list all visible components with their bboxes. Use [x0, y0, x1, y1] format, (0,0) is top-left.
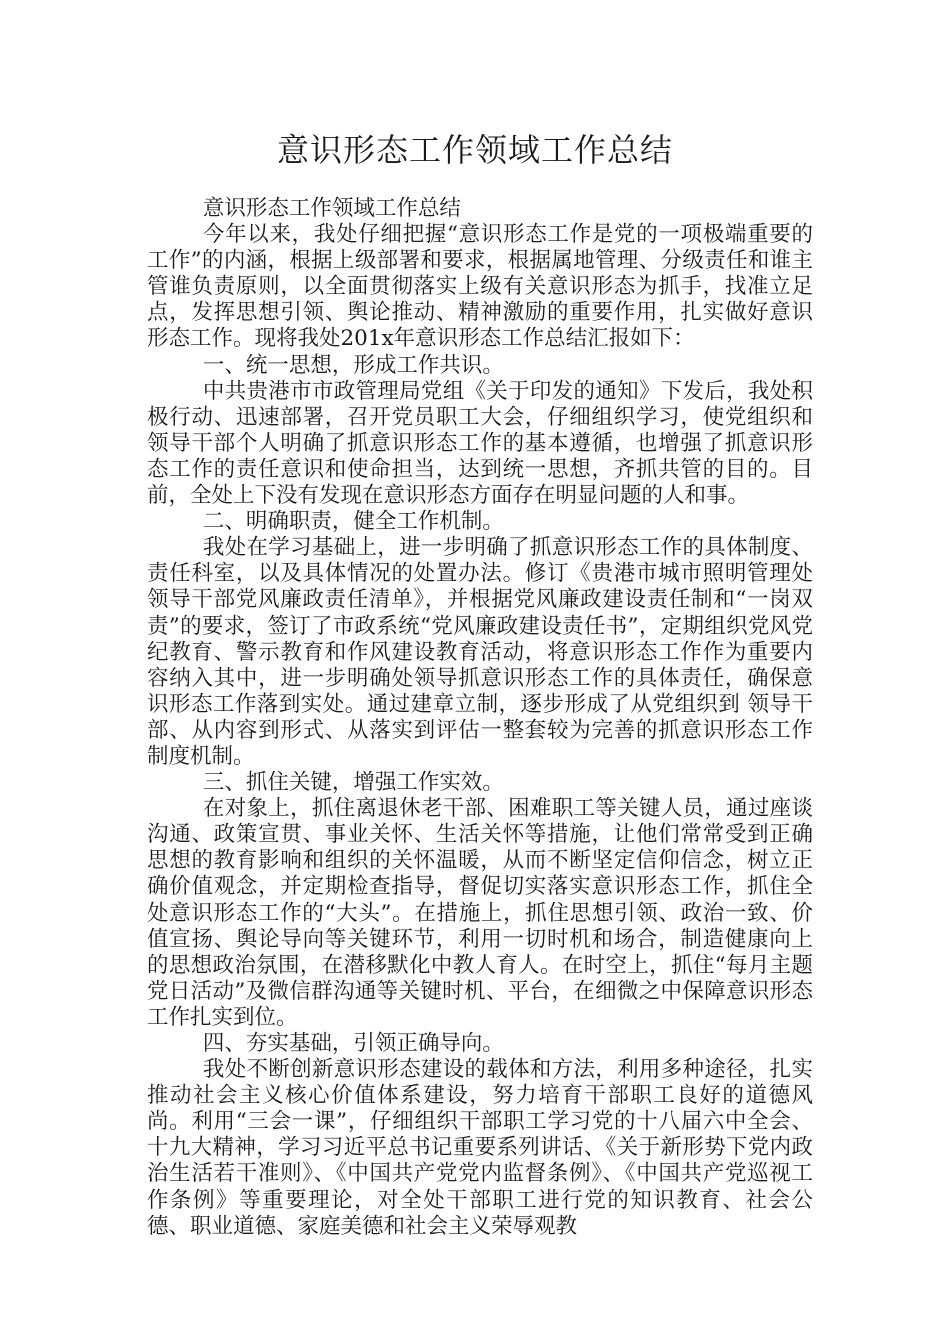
section-heading-3: 三、抓住关键，增强工作实效。	[202, 770, 504, 796]
section-heading-4: 四、夯实基础，引领正确导向。	[202, 1031, 504, 1056]
document-title: 意识形态工作领域工作总结	[276, 131, 673, 169]
section-3-paragraph: 在对象上，抓住离退休老干部、困难职工等关键人员，通过座谈沟通、政策宣贯、事业关怀、生活关怀等措施，让他们常常受到正确思想的教育影响和组织的关怀温暖，从而不断坚定信仰信念，树立正确价值观念，并定期检查指导，督促切实落实意识形态工作，抓住全处意识形态工作的“大头”。在措施上，抓住思想引领、政治一致、价值宣扬、舆论导向等关键环节，利用一切时机和场合，制造健康向上的思想政治氛围，在潜移默化中教人育人。在时空上，抓住“每月主题党日活动”及微信群沟通等关键时机、平台，在细微之中保障意识形态工作扎实到位。	[147, 796, 813, 1030]
intro-paragraph: 今年以来，我处仔细把握“意识形态工作是党的一项极端重要的工作”的内涵，根据上级部署和要求，根据属地管理、分级责任和谁主管谁负责原则，以全面贯彻落实上级有关意识形态为抓手，找准立足点，发挥思想引领、舆论推动、精神激励的重要作用，扎实做好意识形态工作。现将我处201x年意识形态工作总结汇报如下：	[147, 222, 813, 352]
section-heading-1: 一、统一思想，形成工作共识。	[202, 352, 504, 378]
subtitle-paragraph: 意识形态工作领域工作总结	[202, 196, 461, 221]
section-2-paragraph: 我处在学习基础上，进一步明确了抓意识形态工作的具体制度、责任科室，以及具体情况的处置办法。修订《贵港市城市照明管理处领导干部党风廉政责任清单》，并根据党风廉政建设责任制和“一岗双责”的要求，签订了市政系统“党风廉政建设责任书”，定期组织党风党纪教育、警示教育和作风建设教育活动，将意识形态工作作为重要内容纳入其中，进一步明确处领导抓意识形态工作的具体责任，确保意识形态工作落到实处。通过建章立制，逐步形成了从党组织到 领导干部、从内容到形式、从落实到评估一整套较为完善的抓意识形态工作制度机制。	[147, 535, 813, 769]
section-4-paragraph: 我处不断创新意识形态建设的载体和方法，利用多种途径，扎实推动社会主义核心价值体系建设，努力培育干部职工良好的道德风尚。利用“三会一课”，仔细组织干部职工学习党的十八届六中全会、十九大精神，学习习近平总书记重要系列讲话、《关于新形势下党内政治生活若干准则》、《中国共产党党内监督条例》、《中国共产党巡视工作条例》等重要理论，对全处干部职工进行党的知识教育、社会公德、职业道德、家庭美德和社会主义荣辱观教	[147, 1057, 813, 1239]
section-heading-2: 二、明确职责，健全工作机制。	[202, 509, 504, 535]
document-body	[147, 196, 813, 1240]
section-1-paragraph: 中共贵港市市政管理局党组《关于印发的通知》下发后，我处积极行动、迅速部署，召开党员职工大会，仔细组织学习，使党组织和领导干部个人明确了抓意识形态工作的基本遵循，也增强了抓意识形态工作的责任意识和使命担当，达到统一思想，齐抓共管的目的。目前，全处上下没有发现在意识形态方面存在明显问题的人和事。	[147, 378, 813, 509]
